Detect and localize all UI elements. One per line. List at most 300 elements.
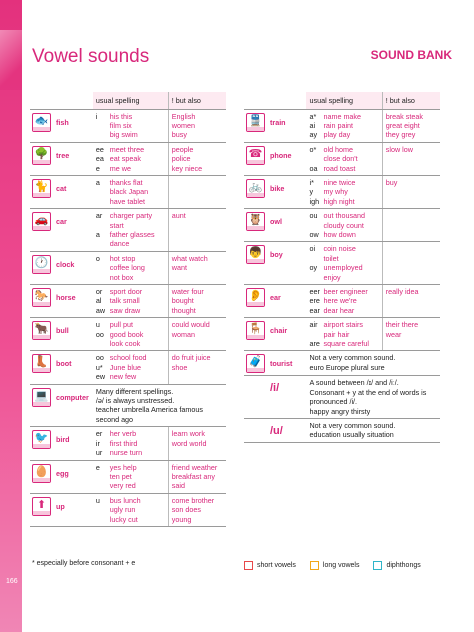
text-line [386, 254, 438, 263]
glyph: 🌳 [34, 146, 49, 160]
text-line: sport door [109, 287, 143, 296]
but-also-examples [168, 493, 226, 526]
sound-word: up [53, 493, 93, 526]
tree-icon [32, 146, 51, 165]
text-line: first third [109, 438, 138, 448]
text-line: said [171, 481, 185, 491]
text-line: square careful [323, 339, 370, 349]
phone-icon [246, 146, 265, 165]
spelling-letters [93, 209, 107, 252]
text-line [386, 221, 438, 230]
right-sound-table [244, 92, 440, 443]
icon-cell [30, 384, 53, 427]
text-line: aw [95, 305, 106, 315]
text-line: ow [309, 229, 319, 239]
text-line: enjoy [323, 272, 341, 282]
spelling-letters [306, 285, 320, 318]
glyph: 👂 [248, 289, 263, 302]
text-line: a* [309, 111, 317, 121]
car-icon [32, 212, 51, 231]
text-line: busy [171, 130, 187, 140]
sound-row [244, 285, 440, 318]
icon-base [33, 444, 50, 448]
icon-base [33, 193, 50, 197]
text-line [172, 372, 224, 381]
sound-word: ear [267, 285, 306, 318]
text-line [386, 211, 438, 220]
text-line: they grey [385, 130, 416, 140]
sound-word: car [53, 209, 93, 252]
text-line: ten pet [109, 471, 132, 481]
text-line [386, 164, 438, 173]
text-line: thought [171, 305, 196, 315]
text-line: could would [171, 320, 210, 330]
text-line: look cook [109, 339, 141, 349]
description [93, 384, 226, 427]
legend-item [244, 561, 296, 570]
sound-row [244, 175, 440, 208]
text-line [386, 306, 438, 315]
text-line: ew [95, 372, 106, 382]
text-line [386, 187, 438, 196]
text-line: film six [109, 120, 132, 130]
text-line: yes help [109, 462, 137, 472]
text-line: friend weather [171, 462, 218, 472]
icon-cell [244, 209, 267, 242]
sound-word: owl [267, 209, 306, 242]
icon-cell [30, 109, 53, 142]
icon-base [33, 402, 50, 406]
spelling-letters [93, 427, 107, 460]
text-line: big swim [109, 130, 138, 140]
text-line: are [309, 339, 320, 349]
sound-row [244, 242, 440, 285]
sound-word: bull [53, 318, 93, 351]
text-line [172, 221, 224, 230]
icon-base [247, 259, 264, 263]
text-line: ai [309, 120, 316, 130]
text-line: oi [309, 244, 316, 254]
sound-word: computer [53, 384, 93, 427]
usual-examples [320, 242, 382, 285]
owl-icon [246, 212, 265, 231]
icon-cell [30, 351, 53, 384]
text-line: wear [385, 329, 402, 339]
but-also-examples [382, 175, 440, 208]
glyph: 👢 [34, 355, 49, 369]
page-edge-stripe [0, 0, 22, 632]
text-line: airport stairs [323, 320, 364, 330]
text-line: ere [309, 296, 320, 306]
text-line: English [171, 111, 196, 121]
text-line: o [95, 253, 100, 263]
text-line: aunt [171, 211, 186, 221]
icon-base [33, 226, 50, 230]
text-line: happy angry thirsty [309, 406, 371, 416]
sound-word: /u/ [267, 419, 306, 443]
text-line: me we [109, 163, 131, 173]
text-line [386, 273, 438, 282]
icon-cell [244, 285, 267, 318]
text-line: come brother [171, 495, 215, 505]
spelling-letters [93, 285, 107, 318]
icon-cell [244, 175, 267, 208]
text-line: want [171, 263, 187, 273]
text-line: learn work [171, 429, 205, 439]
text-line: start [109, 220, 124, 230]
text-line: ir [95, 438, 100, 448]
sound-word: horse [53, 285, 93, 318]
but-also-examples [382, 242, 440, 285]
text-line: meet three [109, 144, 145, 154]
text-line [386, 339, 438, 348]
text-line: young [171, 514, 192, 524]
text-line: my why [323, 187, 348, 197]
sound-word: /i/ [267, 376, 306, 419]
text-line [96, 130, 107, 139]
text-line [96, 505, 107, 514]
text-line: bus lunch [109, 495, 141, 505]
text-line: people [171, 144, 194, 154]
sound-row [30, 351, 226, 384]
icon-cell [30, 251, 53, 284]
text-line: word world [171, 438, 207, 448]
text-line: women [171, 120, 195, 130]
text-line: i* [309, 177, 314, 187]
text-line: Many different spellings. [95, 386, 174, 396]
text-line: Consonant + y at the end of words is [309, 387, 427, 397]
text-line: have tablet [109, 196, 145, 206]
spelling-letters [306, 175, 320, 208]
text-line: buy [385, 177, 398, 187]
text-line: eat speak [109, 154, 141, 164]
spelling-letters [306, 109, 320, 142]
but-also-examples [382, 318, 440, 351]
spelling-letters [93, 142, 107, 175]
text-line [172, 187, 224, 196]
icon-cell [244, 351, 267, 376]
boot-icon [32, 354, 51, 373]
text-line: school food [109, 353, 147, 363]
sound-row [30, 493, 226, 526]
egg-icon [32, 464, 51, 483]
glyph: 🐈 [34, 179, 49, 193]
spelling-letters [93, 460, 107, 493]
sound-row [244, 376, 440, 419]
usual-examples [107, 351, 168, 384]
text-line [96, 472, 107, 481]
usual-examples [107, 427, 168, 460]
icon-base [33, 302, 50, 306]
text-line: ear [309, 305, 320, 315]
text-line: do fruit juice [171, 353, 211, 363]
sound-row [30, 460, 226, 493]
spelling-letters [93, 351, 107, 384]
sound-word: fish [53, 109, 93, 142]
text-line: ea [95, 154, 104, 164]
usual-examples [107, 251, 168, 284]
spelling-letters [93, 318, 107, 351]
glyph: ☎ [248, 146, 263, 160]
glyph: 🐦 [34, 431, 49, 445]
usual-examples [107, 109, 168, 142]
text-line: police [171, 154, 191, 164]
sound-word: clock [53, 251, 93, 284]
text-line [172, 273, 224, 282]
text-line: A sound between /ɪ/ and /iː/. [309, 378, 399, 388]
sound-row [30, 142, 226, 175]
legend-label: long vowels [322, 562, 360, 569]
sound-row [30, 285, 226, 318]
sound-row [30, 384, 226, 427]
icon-base [247, 302, 264, 306]
sound-row [30, 427, 226, 460]
text-line: close don't [323, 154, 358, 164]
icon-cell [244, 376, 267, 419]
text-line [96, 339, 107, 348]
text-line: u* [95, 362, 103, 372]
text-line: ugly run [109, 505, 136, 515]
icon-cell [30, 493, 53, 526]
spelling-letters [93, 251, 107, 284]
text-line [172, 230, 224, 239]
sound-word: boy [267, 242, 306, 285]
legend-item [310, 561, 360, 570]
text-line: al [95, 296, 102, 306]
text-line: e [95, 163, 100, 173]
text-line: how down [323, 229, 356, 239]
text-line: oy [309, 263, 318, 273]
spelling-letters [306, 242, 320, 285]
icon-cell [244, 142, 267, 175]
text-line [96, 273, 107, 282]
text-line: eer [309, 287, 320, 296]
text-line: a [95, 229, 100, 239]
icon-base [33, 478, 50, 482]
text-line: u [95, 495, 100, 505]
bike-icon [246, 179, 265, 198]
text-line: June blue [109, 362, 141, 372]
usual-examples [107, 209, 168, 252]
usual-examples [320, 318, 382, 351]
usual-examples [107, 175, 168, 208]
but-also-examples [168, 251, 226, 284]
up-icon [32, 497, 51, 516]
usual-examples [320, 175, 382, 208]
legend-swatch [244, 561, 253, 570]
computer-icon [32, 388, 51, 407]
but-also-examples [168, 175, 226, 208]
sound-row [244, 419, 440, 443]
text-line: son does [171, 505, 201, 515]
text-line [172, 197, 224, 206]
icon-cell [30, 209, 53, 252]
text-line: out thousand [323, 211, 366, 221]
tourist-icon [246, 354, 265, 373]
glyph: 🚲 [248, 179, 263, 193]
text-line: break steak [385, 111, 423, 121]
text-line: here we're [323, 296, 357, 306]
sound-row [30, 175, 226, 208]
text-line: her verb [109, 429, 137, 439]
usual-examples [320, 109, 382, 142]
horse-icon [32, 288, 51, 307]
cat-icon [32, 179, 51, 198]
text-line: oo [95, 329, 104, 339]
text-line: slow low [385, 144, 413, 154]
text-line: lucky cut [109, 514, 138, 524]
glyph: 🚗 [34, 213, 49, 227]
usual-examples [320, 285, 382, 318]
but-also-examples [168, 209, 226, 252]
text-line: pull put [109, 320, 133, 330]
text-line [309, 273, 320, 282]
text-line: toilet [323, 253, 339, 263]
text-line: /ə/ is always unstressed. [95, 396, 175, 406]
text-line [96, 263, 107, 272]
text-line: dance [109, 239, 130, 249]
sound-word: chair [267, 318, 306, 351]
text-line [309, 330, 320, 339]
but-also-examples [382, 285, 440, 318]
usual-examples [320, 142, 382, 175]
bull-icon [32, 321, 51, 340]
usual-examples [107, 493, 168, 526]
icon-base [33, 335, 50, 339]
sound-word: bike [267, 175, 306, 208]
text-line: nurse turn [109, 448, 143, 458]
but-also-examples [382, 142, 440, 175]
text-line [309, 221, 320, 230]
text-line [96, 221, 107, 230]
icon-cell [244, 242, 267, 285]
but-also-examples [168, 427, 226, 460]
sound-word: train [267, 109, 306, 142]
sound-word: egg [53, 460, 93, 493]
icon-cell [30, 285, 53, 318]
but-also-examples [168, 318, 226, 351]
text-line: ee [95, 144, 104, 154]
text-line: new few [109, 372, 137, 382]
text-line: o* [309, 144, 317, 154]
spelling-letters [306, 318, 320, 351]
sound-row [244, 209, 440, 242]
but-also-examples [168, 109, 226, 142]
glyph: 🐎 [34, 289, 49, 302]
text-line [309, 154, 320, 163]
icon-base [33, 368, 50, 372]
description [306, 419, 440, 443]
glyph: 🕐 [34, 255, 49, 269]
text-line [96, 515, 107, 524]
sound-row [244, 351, 440, 376]
usual-examples [107, 285, 168, 318]
but-also-examples [168, 285, 226, 318]
text-line: old home [323, 144, 354, 154]
text-line [172, 448, 224, 457]
icon-cell [30, 175, 53, 208]
text-line [386, 154, 438, 163]
usual-examples [107, 318, 168, 351]
icon-base [247, 368, 264, 372]
text-line: oo [95, 353, 104, 363]
fish-icon [32, 113, 51, 132]
text-line: road toast [323, 163, 356, 173]
sound-row [30, 209, 226, 252]
usual-examples [107, 460, 168, 493]
sound-row [244, 318, 440, 351]
text-line [386, 244, 438, 253]
text-line [386, 263, 438, 272]
spelling-letters [306, 209, 320, 242]
sound-row [30, 109, 226, 142]
text-line: charger party [109, 211, 153, 221]
text-line: black Japan [109, 187, 149, 197]
text-line [96, 197, 107, 206]
text-line: second ago [95, 414, 134, 424]
text-line [386, 296, 438, 305]
legend-label: short vowels [257, 562, 296, 569]
but-also-header: ! but also [168, 92, 226, 109]
text-line: high night [323, 196, 355, 206]
sound-word: phone [267, 142, 306, 175]
text-line: good book [109, 329, 144, 339]
text-line [386, 197, 438, 206]
sound-word: boot [53, 351, 93, 384]
text-line: Not a very common sound. [309, 353, 396, 363]
glyph: 🧳 [248, 355, 263, 369]
legend-item [373, 561, 420, 570]
text-line: rain paint [323, 120, 354, 130]
text-line: Not a very common sound. [309, 421, 396, 431]
but-also-examples [382, 209, 440, 242]
icon-cell [244, 318, 267, 351]
icon-base [247, 127, 264, 131]
text-line: a [95, 177, 100, 187]
icon-cell [244, 419, 267, 443]
text-line: thanks flat [109, 177, 143, 187]
text-line: ar [95, 211, 103, 221]
icon-base [247, 335, 264, 339]
icon-base [33, 160, 50, 164]
text-line: their there [385, 320, 419, 330]
glyph: 🐟 [34, 113, 49, 127]
usual-examples [320, 209, 382, 242]
legend-swatch [310, 561, 319, 570]
usual-spelling-header: usual spelling [306, 92, 382, 109]
clock-icon [32, 255, 51, 274]
text-line: unemployed [323, 263, 363, 273]
text-line: not box [109, 272, 134, 282]
text-line: teacher umbrella America famous [95, 405, 203, 415]
text-line: e [95, 462, 100, 472]
text-line: his this [109, 111, 133, 121]
sound-row [30, 251, 226, 284]
icon-base [33, 511, 50, 515]
text-line: nine twice [323, 177, 356, 187]
text-line: coffee long [109, 263, 145, 273]
text-line: er [95, 429, 103, 439]
text-line: pair hair [323, 329, 350, 339]
text-line: u [95, 320, 100, 330]
text-line: beer engineer [323, 287, 368, 296]
text-line: woman [171, 329, 195, 339]
text-line: igh [309, 196, 320, 206]
text-line: education usually situation [309, 430, 394, 440]
text-line: or [95, 287, 103, 296]
text-line: saw draw [109, 305, 141, 315]
legend-swatch [373, 561, 382, 570]
